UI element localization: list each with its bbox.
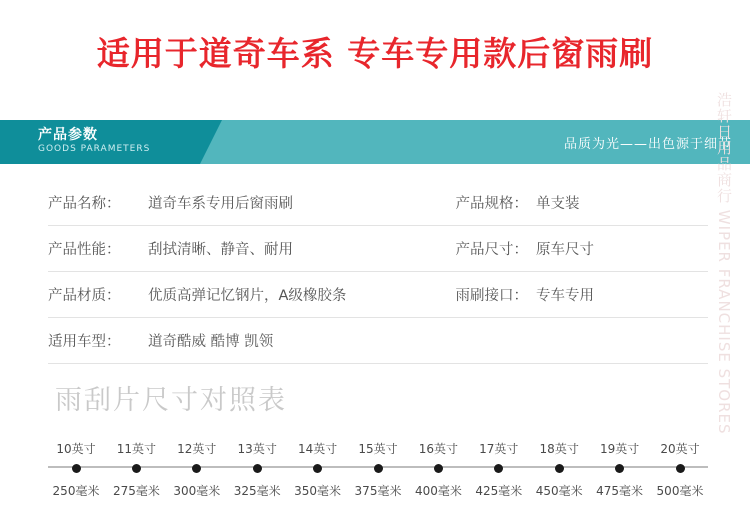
section-header-accent [0,120,200,164]
param-value: 道奇车系专用后窗雨刷 [148,196,293,212]
size-tick-mm: 375毫米 [354,484,402,498]
section-title-en: GOODS PARAMETERS [38,144,151,154]
size-tick-inch: 19英寸 [599,442,640,456]
size-tick-mm: 275毫米 [112,484,160,498]
param-cell-right [448,192,708,213]
size-tick [229,440,285,499]
size-tick-mm: 250毫米 [52,484,100,498]
size-tick-mm: 450毫米 [535,484,583,498]
param-cell-left [48,330,448,351]
param-cell-right [448,238,708,259]
size-tick-dot [374,464,383,473]
size-tick-dot [72,464,81,473]
param-value: 优质高弹记忆钢片，A级橡胶条 [148,288,347,304]
param-label: 适用车型： [48,334,121,350]
size-tick-mm: 325毫米 [233,484,281,498]
param-label: 产品名称： [48,196,121,212]
section-header-band [0,120,750,164]
size-chart-title: 雨刮片尺寸对照表 [55,385,287,416]
size-tick-dot [253,464,262,473]
size-tick-inch: 13英寸 [237,442,277,456]
size-tick-inch: 12英寸 [177,442,217,456]
size-tick-inch: 15英寸 [358,442,398,456]
size-tick-mm: 475毫米 [596,484,644,498]
size-tick-dot [313,464,322,473]
param-label: 雨刷接口： [455,288,528,304]
param-cell-left [48,192,448,213]
param-cell-left [48,238,448,259]
size-tick-dot [676,464,685,473]
section-title-cn: 产品参数 [38,127,98,143]
size-tick [471,440,527,499]
size-tick-inch: 14英寸 [297,442,338,456]
param-cell-right [448,284,708,305]
size-tick-inch: 17英寸 [479,442,519,456]
size-tick [290,440,346,499]
param-value: 专车专用 [536,288,594,304]
size-tick-inch: 18英寸 [539,442,579,456]
parameters-table [48,180,708,364]
table-row [48,318,708,364]
table-row [48,272,708,318]
size-tick [531,440,587,499]
section-slogan: 品质为光——出色源于细节 [563,137,732,152]
size-tick [652,440,708,499]
param-label: 产品规格： [455,196,528,212]
param-label: 产品尺寸： [455,242,528,258]
size-tick-mm: 400毫米 [414,484,462,498]
param-cell-left [48,284,448,305]
size-tick [169,440,225,499]
size-tick-mm: 500毫米 [656,484,704,498]
param-value: 道奇酷威 酷博 凯领 [148,334,274,350]
size-tick-dot [615,464,624,473]
size-tick-inch: 20英寸 [660,442,700,456]
size-tick-mm: 300毫米 [173,484,221,498]
param-value: 原车尺寸 [536,242,594,258]
size-tick-inch: 11英寸 [116,442,157,456]
table-row [48,180,708,226]
page-title [0,20,750,82]
size-tick-inch: 16英寸 [418,442,459,456]
size-tick-mm: 350毫米 [294,484,342,498]
watermark-text: 浩轩日用品商行 WIPER FRANCHISE STORES [715,91,733,435]
size-tick-dot [192,464,201,473]
size-chart-ticks [48,440,708,520]
param-value: 刮拭清晰、静音、耐用 [148,242,293,258]
table-row [48,226,708,272]
size-tick [350,440,406,499]
param-label: 产品性能： [48,242,121,258]
size-tick [592,440,648,499]
size-tick-mm: 425毫米 [475,484,523,498]
size-tick [48,440,104,499]
size-tick-dot [555,464,564,473]
size-tick-dot [494,464,503,473]
size-tick-inch: 10英寸 [56,442,96,456]
param-value: 单支装 [536,196,580,212]
size-tick-dot [434,464,443,473]
param-label: 产品材质： [48,288,121,304]
size-tick [410,440,466,499]
size-tick-dot [132,464,141,473]
size-tick [108,440,164,499]
page-title-text: 适用于道奇车系 专车专用款后窗雨刷 [96,33,654,73]
